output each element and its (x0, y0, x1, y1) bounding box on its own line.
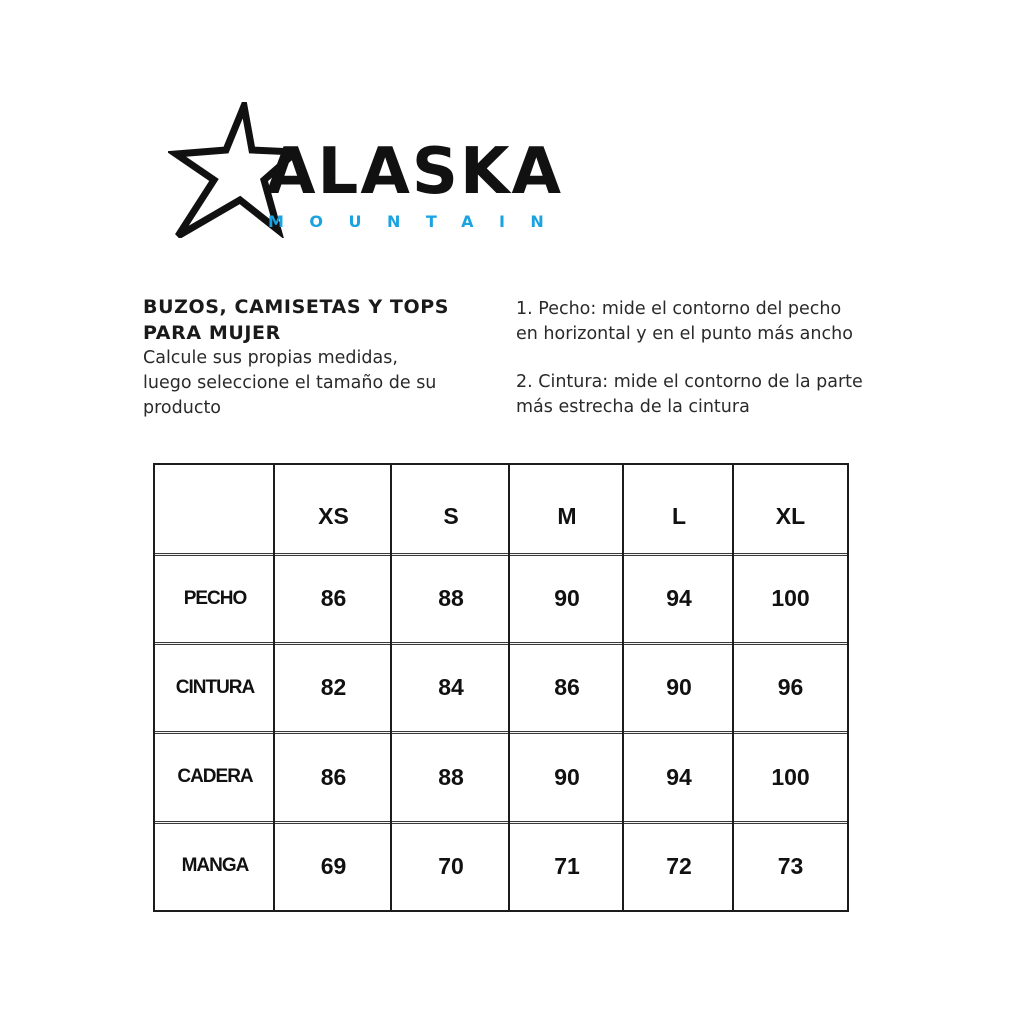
column-divider (732, 465, 734, 910)
measurement-notes (516, 297, 936, 443)
instructions-line-3: producto (143, 398, 222, 418)
column-divider (390, 465, 392, 910)
table-cell: 86 (320, 763, 347, 790)
table-corner-cell (155, 465, 275, 554)
row-divider (155, 553, 847, 556)
table-cell: 96 (777, 674, 804, 700)
header-s: S (443, 503, 459, 529)
row-divider (155, 821, 847, 824)
table-cell: 100 (771, 585, 810, 611)
table-header-row (155, 465, 847, 554)
page-title (143, 294, 503, 346)
row-label-cintura: CINTURA (175, 676, 255, 698)
header-m: M (557, 503, 577, 529)
note-line: 1. Pecho: mide el contorno del pecho (516, 299, 842, 319)
table-cell: 90 (554, 763, 580, 790)
table-cell: 71 (554, 852, 580, 879)
title-line-2: PARA MUJER (143, 322, 281, 344)
brand-subtitle: MOUNTAIN (268, 212, 570, 231)
row-label-manga: MANGA (181, 855, 249, 876)
title-line-1: BUZOS, CAMISETAS Y TOPS (143, 296, 450, 318)
instructions (143, 346, 503, 421)
table-cell: 90 (554, 585, 580, 611)
table-row (155, 643, 847, 732)
table-cell: 100 (771, 763, 810, 790)
row-divider (155, 731, 847, 734)
table-cell: 86 (320, 585, 347, 611)
table-cell: 69 (320, 852, 347, 879)
instructions-line-2: luego seleccione el tamaño de su (143, 373, 437, 393)
table-cell: 94 (666, 763, 692, 790)
brand-logo (168, 102, 588, 238)
table-cell: 84 (438, 674, 464, 700)
brand-name: ALASKA (266, 135, 564, 209)
header-xl: XL (775, 503, 806, 529)
intro-heading-block (143, 294, 503, 421)
column-divider (508, 465, 510, 910)
row-divider (155, 642, 847, 645)
note-line: 2. Cintura: mide el contorno de la parte (516, 372, 863, 392)
table-cell: 90 (666, 674, 692, 700)
table-cell: 88 (438, 763, 464, 790)
table-cell: 72 (666, 852, 692, 879)
header-l: L (671, 503, 687, 529)
table-row (155, 822, 847, 910)
row-label-cadera: CADERA (177, 766, 253, 787)
size-table (153, 463, 849, 912)
column-divider (622, 465, 624, 910)
note-cintura (516, 370, 936, 420)
table-cell: 94 (666, 585, 692, 611)
header-xs: XS (318, 503, 349, 529)
instructions-line-1: Calcule sus propias medidas, (143, 348, 398, 368)
row-label-pecho: PECHO (183, 587, 247, 609)
note-line: en horizontal y en el punto más ancho (516, 324, 853, 344)
table-row (155, 732, 847, 822)
table-cell: 70 (438, 852, 464, 879)
note-pecho (516, 297, 936, 347)
table-row (155, 554, 847, 643)
table-cell: 86 (554, 674, 580, 700)
note-line: más estrecha de la cintura (516, 397, 750, 417)
table-cell: 82 (320, 674, 347, 700)
table-cell: 88 (438, 585, 464, 611)
column-divider (273, 465, 275, 910)
table-cell: 73 (777, 852, 804, 879)
